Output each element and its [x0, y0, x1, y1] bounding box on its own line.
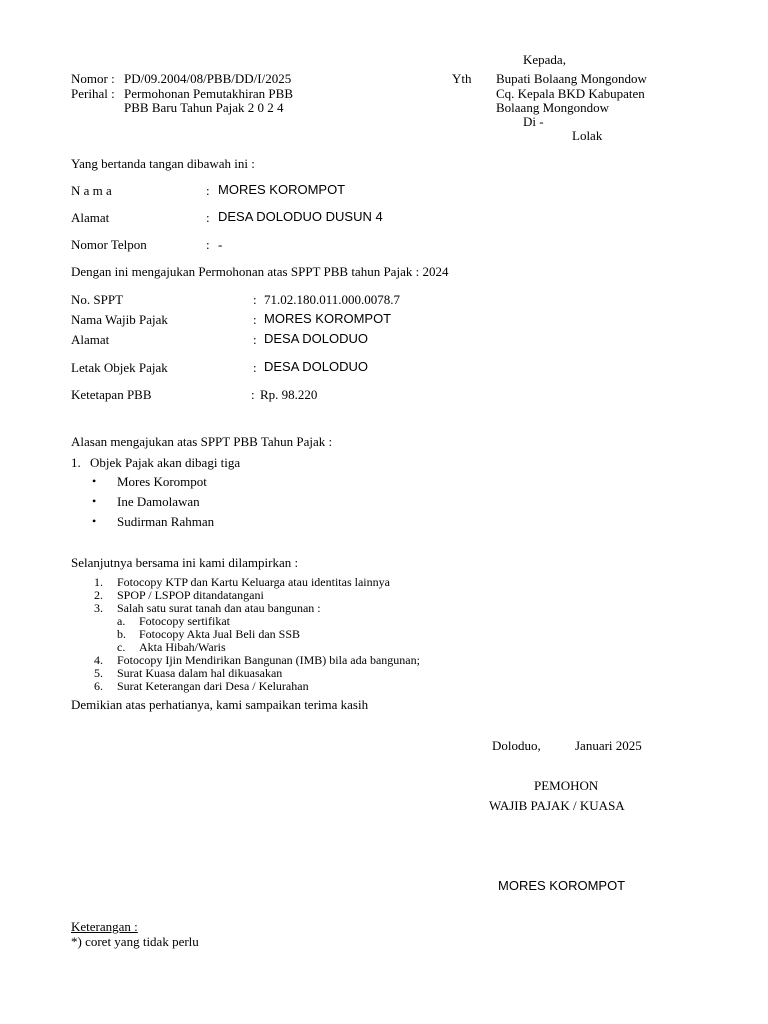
applicant-address-colon: : [206, 210, 210, 225]
attachment-subtext: Fotocopy Akta Jual Beli dan SSB [139, 627, 301, 641]
recipient-line1: Bupati Bolaang Mongondow [496, 71, 647, 86]
signature-date: Januari 2025 [575, 738, 642, 753]
sppt-assessment-label: Ketetapan PBB [71, 387, 152, 402]
attachments-heading: Selanjutnya bersama ini kami dilampirkan : [71, 555, 299, 570]
intro-text: Yang bertanda tangan dibawah ini : [71, 156, 255, 171]
nomor-label: Nomor : [71, 71, 115, 86]
attachment-text: Salah satu surat tanah dan atau bangunan : [117, 601, 321, 615]
sppt-address-label: Alamat [71, 332, 110, 347]
heir-name: Sudirman Rahman [117, 514, 215, 529]
signature-pemohon: PEMOHON [534, 778, 599, 793]
recipient-kepada: Kepada, [523, 52, 566, 67]
recipient-line5: Lolak [572, 128, 603, 143]
sppt-address-value: DESA DOLODUO [264, 331, 369, 346]
recipient-line4: Di - [523, 114, 544, 129]
applicant-phone-value: - [218, 237, 223, 252]
bullet-icon: • [92, 494, 97, 508]
attachment-subnumber: b. [117, 627, 126, 641]
reason-heading: Alasan mengajukan atas SPPT PBB Tahun Pajak : [71, 434, 333, 449]
closing-text: Demikian atas perhatianya, kami sampaikan terima kasih [71, 697, 369, 712]
note-label: Keterangan : [71, 919, 138, 934]
nomor-value: PD/09.2004/08/PBB/DD/I/2025 [124, 71, 292, 86]
attachment-text: Surat Keterangan dari Desa / Kelurahan [117, 679, 309, 693]
sppt-assessment-colon: : [251, 387, 255, 402]
bullet-icon: • [92, 514, 97, 528]
sppt-number-value: 71.02.180.011.000.0078.7 [264, 292, 401, 307]
sppt-location-label: Letak Objek Pajak [71, 360, 168, 375]
sppt-number-label: No. SPPT [71, 292, 124, 307]
heir-name: Ine Damolawan [117, 494, 200, 509]
sppt-location-colon: : [253, 360, 257, 375]
attachment-number: 2. [94, 588, 103, 602]
bullet-icon: • [92, 474, 97, 488]
attachment-number: 6. [94, 679, 103, 693]
recipient-line3: Bolaang Mongondow [496, 100, 610, 115]
sppt-address-colon: : [253, 332, 257, 347]
sppt-number-colon: : [253, 292, 257, 307]
signature-place: Doloduo, [492, 738, 541, 753]
attachment-number: 1. [94, 575, 103, 589]
signature-name: MORES KOROMPOT [498, 878, 626, 893]
perihal-value-line2: PBB Baru Tahun Pajak 2 0 2 4 [124, 100, 284, 115]
sppt-taxpayer-label: Nama Wajib Pajak [71, 312, 168, 327]
attachment-subtext: Fotocopy sertifikat [139, 614, 230, 628]
signature-role: WAJIB PAJAK / KUASA [489, 798, 625, 813]
applicant-phone-label: Nomor Telpon [71, 237, 147, 252]
recipient-line2: Cq. Kepala BKD Kabupaten [496, 86, 645, 101]
applicant-phone-colon: : [206, 237, 210, 252]
applicant-name-colon: : [206, 183, 210, 198]
attachment-text: Surat Kuasa dalam hal dikuasakan [117, 666, 283, 680]
attachment-subnumber: c. [117, 640, 126, 654]
request-line: Dengan ini mengajukan Permohonan atas SPPT PBB tahun Pajak : 2024 [71, 264, 449, 279]
attachment-number: 5. [94, 666, 103, 680]
sppt-taxpayer-value: MORES KOROMPOT [264, 311, 392, 326]
attachment-text: Fotocopy Ijin Mendirikan Bangunan (IMB) bila ada bangunan; [117, 653, 420, 667]
attachment-text: SPOP / LSPOP ditandatangani [117, 588, 264, 602]
reason-item-number: 1. [71, 455, 81, 470]
applicant-name-label: N a m a [71, 183, 112, 198]
attachment-subnumber: a. [117, 614, 126, 628]
note-text: *) coret yang tidak perlu [71, 934, 199, 949]
applicant-address-value: DESA DOLODUO DUSUN 4 [218, 209, 383, 224]
sppt-assessment-value: Rp. 98.220 [260, 387, 318, 402]
heir-name: Mores Korompot [117, 474, 207, 489]
perihal-value-line1: Permohonan Pemutakhiran PBB [124, 86, 293, 101]
attachment-number: 4. [94, 653, 103, 667]
attachment-text: Fotocopy KTP dan Kartu Keluarga atau identitas lainnya [117, 575, 390, 589]
sppt-taxpayer-colon: : [253, 312, 257, 327]
attachment-subtext: Akta Hibah/Waris [139, 640, 226, 654]
attachment-number: 3. [94, 601, 103, 615]
applicant-name-value: MORES KOROMPOT [218, 182, 346, 197]
reason-item-text: Objek Pajak akan dibagi tiga [90, 455, 241, 470]
recipient-yth: Yth [452, 71, 472, 86]
sppt-location-value: DESA DOLODUO [264, 359, 369, 374]
applicant-address-label: Alamat [71, 210, 110, 225]
perihal-label: Perihal : [71, 86, 115, 101]
